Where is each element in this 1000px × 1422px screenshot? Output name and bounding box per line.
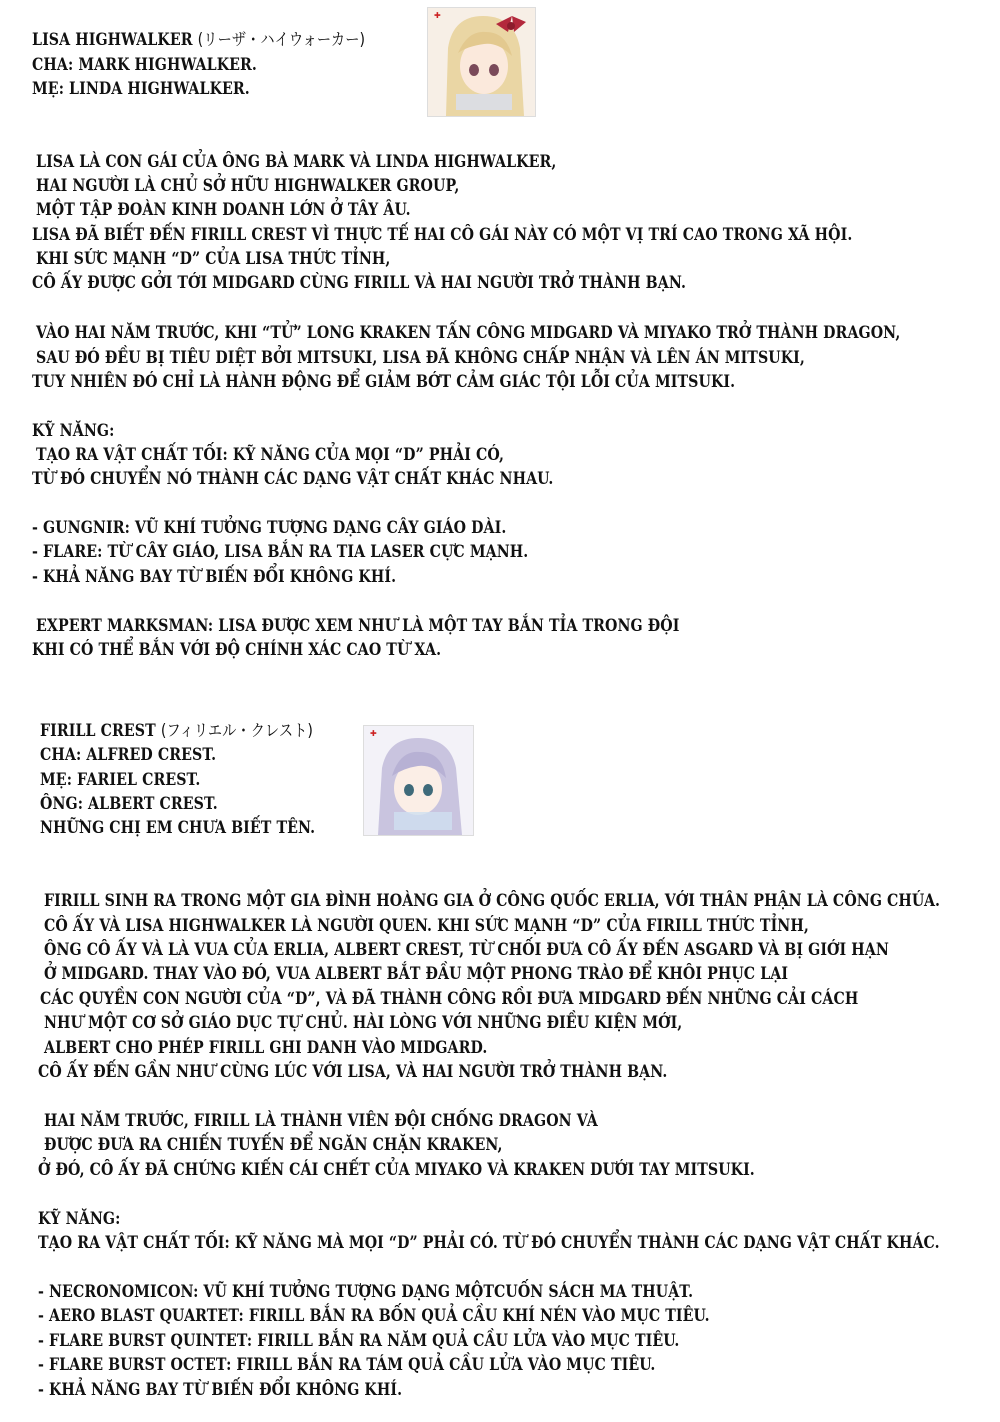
firill-skill-item-4: - FLARE BURST OCTET: FIRILL BẮN RA TÁM QUẢ CẦU LỬA VÀO MỤC TIÊU.	[38, 1355, 656, 1374]
lisa-mother: MẸ: LINDA HIGHWALKER.	[32, 79, 250, 98]
firill-name-jp: (フィリエル・クレスト)	[160, 721, 313, 740]
lisa-skill-item-2: - FLARE: TỪ CÂY GIÁO, LISA BẮN RA TIA LASER CỰC MẠNH.	[32, 542, 529, 561]
lisa-bio-2: HAI NGƯỜI LÀ CHỦ SỞ HỮU HIGHWALKER GROUP,	[36, 176, 460, 195]
lisa-history-3: TUY NHIÊN ĐÓ CHỈ LÀ HÀNH ĐỘNG ĐỂ GIẢM BỚT CẢM GIÁC TỘI LỖI CỦA MITSUKI.	[32, 372, 736, 391]
publisher-logo-icon: ✚	[370, 729, 377, 738]
lisa-bio-6: CÔ ẤY ĐƯỢC GỞI TỚI MIDGARD CÙNG FIRILL VÀ HAI NGƯỜI TRỞ THÀNH BẠN.	[32, 273, 687, 292]
lisa-history-1: VÀO HAI NĂM TRƯỚC, KHI “TỬ” LONG KRAKEN TẤN CÔNG MIDGARD VÀ MIYAKO TRỞ THÀNH DRAGON,	[36, 323, 901, 342]
firill-skill-item-3: - FLARE BURST QUINTET: FIRILL BẮN RA NĂM QUẢ CẦU LỬA VÀO MỤC TIÊU.	[38, 1331, 680, 1350]
lisa-history-2: SAU ĐÓ ĐỀU BỊ TIÊU DIỆT BỞI MITSUKI, LISA ĐÃ KHÔNG CHẤP NHẬN VÀ LÊN ÁN MITSUKI,	[36, 348, 805, 367]
lisa-bio-4: LISA ĐÃ BIẾT ĐẾN FIRILL CREST VÌ THỰC TẾ HAI CÔ GÁI NÀY CÓ MỘT VỊ TRÍ CAO TRONG XÃ HỘI.	[32, 225, 853, 244]
firill-portrait-image	[363, 725, 474, 836]
lisa-expert-2: KHI CÓ THỂ BẮN VỚI ĐỘ CHÍNH XÁC CAO TỪ XA.	[32, 640, 442, 659]
firill-name: FIRILL CREST	[40, 721, 156, 740]
firill-bio-2: CÔ ẤY VÀ LISA HIGHWALKER LÀ NGƯỜI QUEN. KHI SỨC MẠNH “D” CỦA FIRILL THỨC TỈNH,	[44, 916, 809, 935]
publisher-logo-icon: ✚	[434, 11, 441, 20]
firill-skill-item-2: - AERO BLAST QUARTET: FIRILL BẮN RA BỐN QUẢ CẦU KHÍ NÉN VÀO MỤC TIÊU.	[38, 1306, 710, 1325]
lisa-skills-main-2: TỪ ĐÓ CHUYỂN NÓ THÀNH CÁC DẠNG VẬT CHẤT KHÁC NHAU.	[32, 469, 554, 488]
firill-bio-5: CÁC QUYỀN CON NGƯỜI CỦA “D”, VÀ ĐÃ THÀNH CÔNG RỒI ĐƯA MIDGARD ĐẾN NHỮNG CẢI CÁCH	[40, 989, 859, 1008]
firill-name-line	[40, 720, 313, 742]
firill-skill-item-1: - NECRONOMICON: VŨ KHÍ TƯỞNG TƯỢNG DẠNG MỘTCUỐN SÁCH MA THUẬT.	[38, 1282, 694, 1301]
firill-bio-7: ALBERT CHO PHÉP FIRILL GHI DANH VÀO MIDGARD.	[44, 1038, 488, 1057]
firill-skill-item-5: - KHẢ NĂNG BAY TỪ BIẾN ĐỔI KHÔNG KHÍ.	[38, 1380, 403, 1399]
lisa-skill-item-1: - GUNGNIR: VŨ KHÍ TƯỞNG TƯỢNG DẠNG CÂY GIÁO DÀI.	[32, 518, 507, 537]
firill-father: CHA: ALFRED CREST.	[40, 745, 217, 764]
firill-bio-4: Ở MIDGARD. THAY VÀO ĐÓ, VUA ALBERT BẮT ĐẦU MỘT PHONG TRÀO ĐỂ KHÔI PHỤC LẠI	[44, 964, 789, 983]
lisa-expert-1: EXPERT MARKSMAN: LISA ĐƯỢC XEM NHƯ LÀ MỘT TAY BẮN TỈA TRONG ĐỘI	[36, 616, 680, 635]
firill-skills-main: TẠO RA VẬT CHẤT TỐI: KỸ NĂNG MÀ MỌI “D” PHẢI CÓ. TỪ ĐÓ CHUYỂN THÀNH CÁC DẠNG VẬT CHẤT KHÁC.	[38, 1233, 940, 1252]
lisa-portrait-image	[427, 7, 536, 117]
firill-history-1: HAI NĂM TRƯỚC, FIRILL LÀ THÀNH VIÊN ĐỘI CHỐNG DRAGON VÀ	[44, 1111, 598, 1130]
firill-skills-title: KỸ NĂNG:	[38, 1209, 121, 1228]
lisa-name-line	[32, 29, 365, 51]
firill-bio-8: CÔ ẤY ĐẾN GẦN NHƯ CÙNG LÚC VỚI LISA, VÀ HAI NGƯỜI TRỞ THÀNH BẠN.	[38, 1062, 668, 1081]
lisa-skill-item-3: - KHẢ NĂNG BAY TỪ BIẾN ĐỔI KHÔNG KHÍ.	[32, 567, 397, 586]
firill-grandfather: ÔNG: ALBERT CREST.	[40, 794, 218, 813]
lisa-skills-main-1: TẠO RA VẬT CHẤT TỐI: KỸ NĂNG CỦA MỌI “D” PHẢI CÓ,	[36, 445, 504, 464]
firill-bio-3: ÔNG CÔ ẤY VÀ LÀ VUA CỦA ERLIA, ALBERT CREST, TỪ CHỐI ĐƯA CÔ ẤY ĐẾN ASGARD VÀ BỊ GIỚI HẠN	[44, 940, 889, 959]
firill-siblings: NHỮNG CHỊ EM CHƯA BIẾT TÊN.	[40, 818, 316, 837]
firill-mother: MẸ: FARIEL CREST.	[40, 770, 201, 789]
lisa-father: CHA: MARK HIGHWALKER.	[32, 55, 257, 74]
lisa-bio-3: MỘT TẬP ĐOÀN KINH DOANH LỚN Ở TÂY ÂU.	[36, 200, 411, 219]
lisa-name: LISA HIGHWALKER	[32, 30, 193, 49]
firill-history-3: Ở ĐÓ, CÔ ẤY ĐÃ CHỨNG KIẾN CÁI CHẾT CỦA MIYAKO VÀ KRAKEN DƯỚI TAY MITSUKI.	[38, 1160, 755, 1179]
lisa-skills-title: KỸ NĂNG:	[32, 421, 115, 440]
lisa-bio-1: LISA LÀ CON GÁI CỦA ÔNG BÀ MARK VÀ LINDA HIGHWALKER,	[36, 152, 557, 171]
lisa-name-jp: (リーザ・ハイウォーカー)	[197, 30, 366, 49]
firill-bio-1: FIRILL SINH RA TRONG MỘT GIA ĐÌNH HOÀNG GIA Ở CÔNG QUỐC ERLIA, VỚI THÂN PHẬN LÀ CÔNG CHÚA.	[44, 891, 941, 910]
firill-history-2: ĐƯỢC ĐƯA RA CHIẾN TUYẾN ĐỂ NGĂN CHẶN KRAKEN,	[44, 1135, 503, 1154]
firill-bio-6: NHƯ MỘT CƠ SỞ GIÁO DỤC TỰ CHỦ. HÀI LÒNG VỚI NHỮNG ĐIỀU KIỆN MỚI,	[44, 1013, 683, 1032]
lisa-bio-5: KHI SỨC MẠNH “D” CỦA LISA THỨC TỈNH,	[36, 249, 391, 268]
